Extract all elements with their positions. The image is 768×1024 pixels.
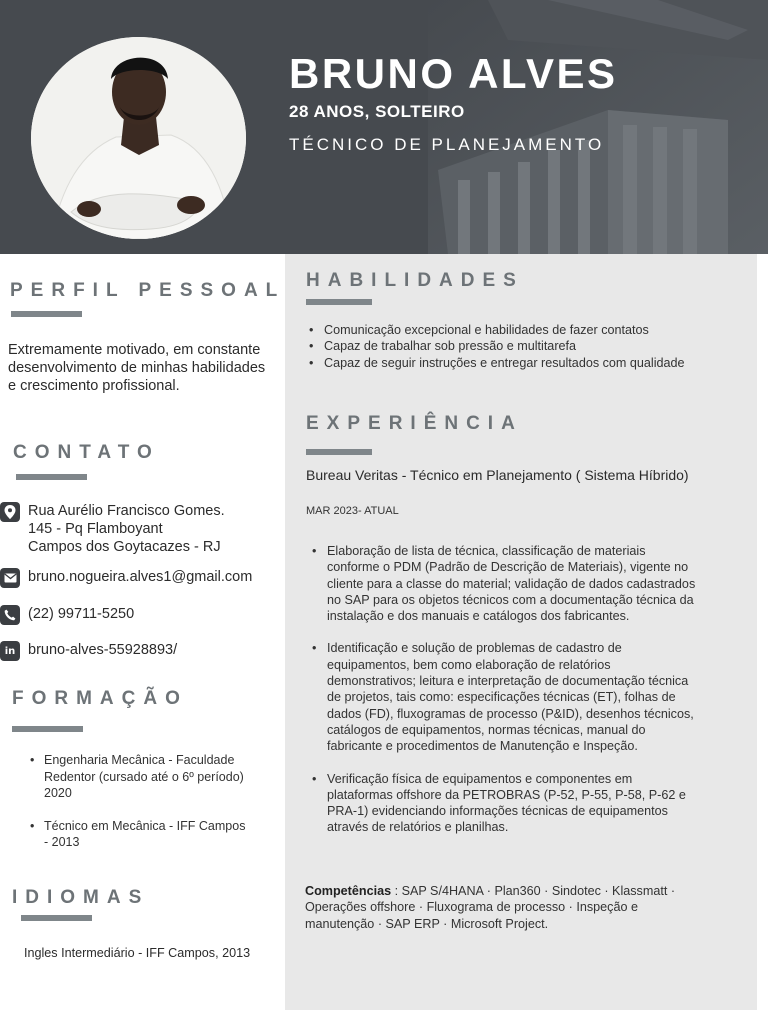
experiencia-bullet: • Elaboração de lista de técnica, classificação de materiais conforme o PDM (Padrão de Descrição de Materiais), vigente no cliente para a classe do material; validação de dados cadastrados no SAP para os objetos técnicos com a documentação técnica da instalação e dos manuais e catálogos dos fabricantes. bbox=[309, 543, 701, 624]
building-background-graphic bbox=[428, 0, 768, 254]
habilidades-list bbox=[306, 322, 701, 371]
competencias-label: Competências bbox=[305, 884, 392, 898]
formacao-underline bbox=[12, 726, 83, 732]
habilidades-underline bbox=[306, 299, 372, 305]
linkedin-link[interactable]: bruno-alves-55928893/ bbox=[28, 642, 178, 658]
idiomas-underline bbox=[21, 915, 92, 921]
map-pin-icon bbox=[0, 502, 20, 522]
experiencia-bullet: • Verificação física de equipamentos e componentes em plataformas offshore da PETROBRAS (P-52, P-55, P-58, P-62 e PRA-1) evidenciando informações técnicas de equipamentos através de relatórios e planilhas. bbox=[309, 771, 701, 836]
formacao-item: • Técnico em Mecânica - IFF Campos - 2013 bbox=[28, 818, 248, 851]
job-role: TÉCNICO DE PLANEJAMENTO bbox=[289, 135, 605, 154]
envelope-icon bbox=[0, 568, 20, 588]
competencias-text: : SAP S/4HANA · Plan360 · Sindotec · Klassmatt · Operações offshore · Fluxograma de processo · Inspeção e manutenção · SAP ERP · Microsoft Project. bbox=[305, 884, 676, 931]
job-date: MAR 2023- ATUAL bbox=[306, 505, 399, 517]
phone-icon bbox=[0, 605, 20, 625]
habilidade-item: • Comunicação excepcional e habilidades de fazer contatos bbox=[306, 322, 701, 338]
formacao-section-title: FORMAÇÃO bbox=[12, 688, 188, 709]
header-banner bbox=[0, 0, 768, 254]
experiencia-underline bbox=[306, 449, 372, 455]
perfil-underline bbox=[11, 311, 82, 317]
contact-linkedin[interactable] bbox=[0, 641, 177, 661]
contato-section-title: CONTATO bbox=[13, 442, 160, 463]
contact-email[interactable] bbox=[0, 568, 252, 588]
contact-phone[interactable] bbox=[0, 605, 134, 625]
phone-number[interactable]: (22) 99711-5250 bbox=[28, 606, 135, 622]
idiomas-text: Ingles Intermediário - IFF Campos, 2013 bbox=[24, 946, 251, 960]
experiencia-bullets bbox=[309, 543, 701, 836]
job-title: Bureau Veritas - Técnico em Planejamento ( Sistema Híbrido) bbox=[306, 467, 689, 483]
address-line-1: Rua Aurélio Francisco Gomes. bbox=[28, 503, 225, 519]
address-line-2: 145 - Pq Flamboyant bbox=[28, 521, 163, 537]
perfil-section-title: PERFIL PESSOAL bbox=[10, 280, 286, 301]
habilidades-section-title: HABILIDADES bbox=[306, 270, 524, 291]
habilidade-item: • Capaz de seguir instruções e entregar resultados com qualidade bbox=[306, 355, 701, 371]
profile-photo bbox=[31, 37, 246, 239]
competencias bbox=[305, 883, 705, 932]
candidate-name: BRUNO ALVES bbox=[289, 50, 618, 97]
email-link[interactable]: bruno.nogueira.alves1@gmail.com bbox=[28, 569, 253, 585]
habilidade-item: • Capaz de trabalhar sob pressão e multitarefa bbox=[306, 338, 701, 354]
contact-address bbox=[0, 502, 225, 556]
linkedin-icon: in bbox=[0, 641, 20, 661]
contato-underline bbox=[16, 474, 87, 480]
formacao-list bbox=[28, 752, 248, 851]
perfil-text: Extremamente motivado, em constante desenvolvimento de minhas habilidades e crescimento profissional. bbox=[8, 342, 266, 394]
formacao-item: • Engenharia Mecânica - Faculdade Redentor (cursado até o 6º período) 2020 bbox=[28, 752, 248, 802]
address-line-3: Campos dos Goytacazes - RJ bbox=[28, 539, 221, 555]
experiencia-section-title: EXPERIÊNCIA bbox=[306, 413, 523, 434]
experiencia-bullet: • Identificação e solução de problemas de cadastro de equipamentos, bem como elaboração de relatórios demonstrativos; leitura e interpretação de documentação técnica de projetos, tais como: especificações técnicas (ET), folhas de dados (FD), fluxogramas de processo (P&ID), desenhos técnicos, catálogos de equipamentos, normas técnicas, manual do fabricante e procedimentos de Manutenção e Inspeção. bbox=[309, 640, 701, 754]
idiomas-section-title: IDIOMAS bbox=[12, 887, 150, 908]
age-status: 28 ANOS, SOLTEIRO bbox=[289, 102, 465, 121]
